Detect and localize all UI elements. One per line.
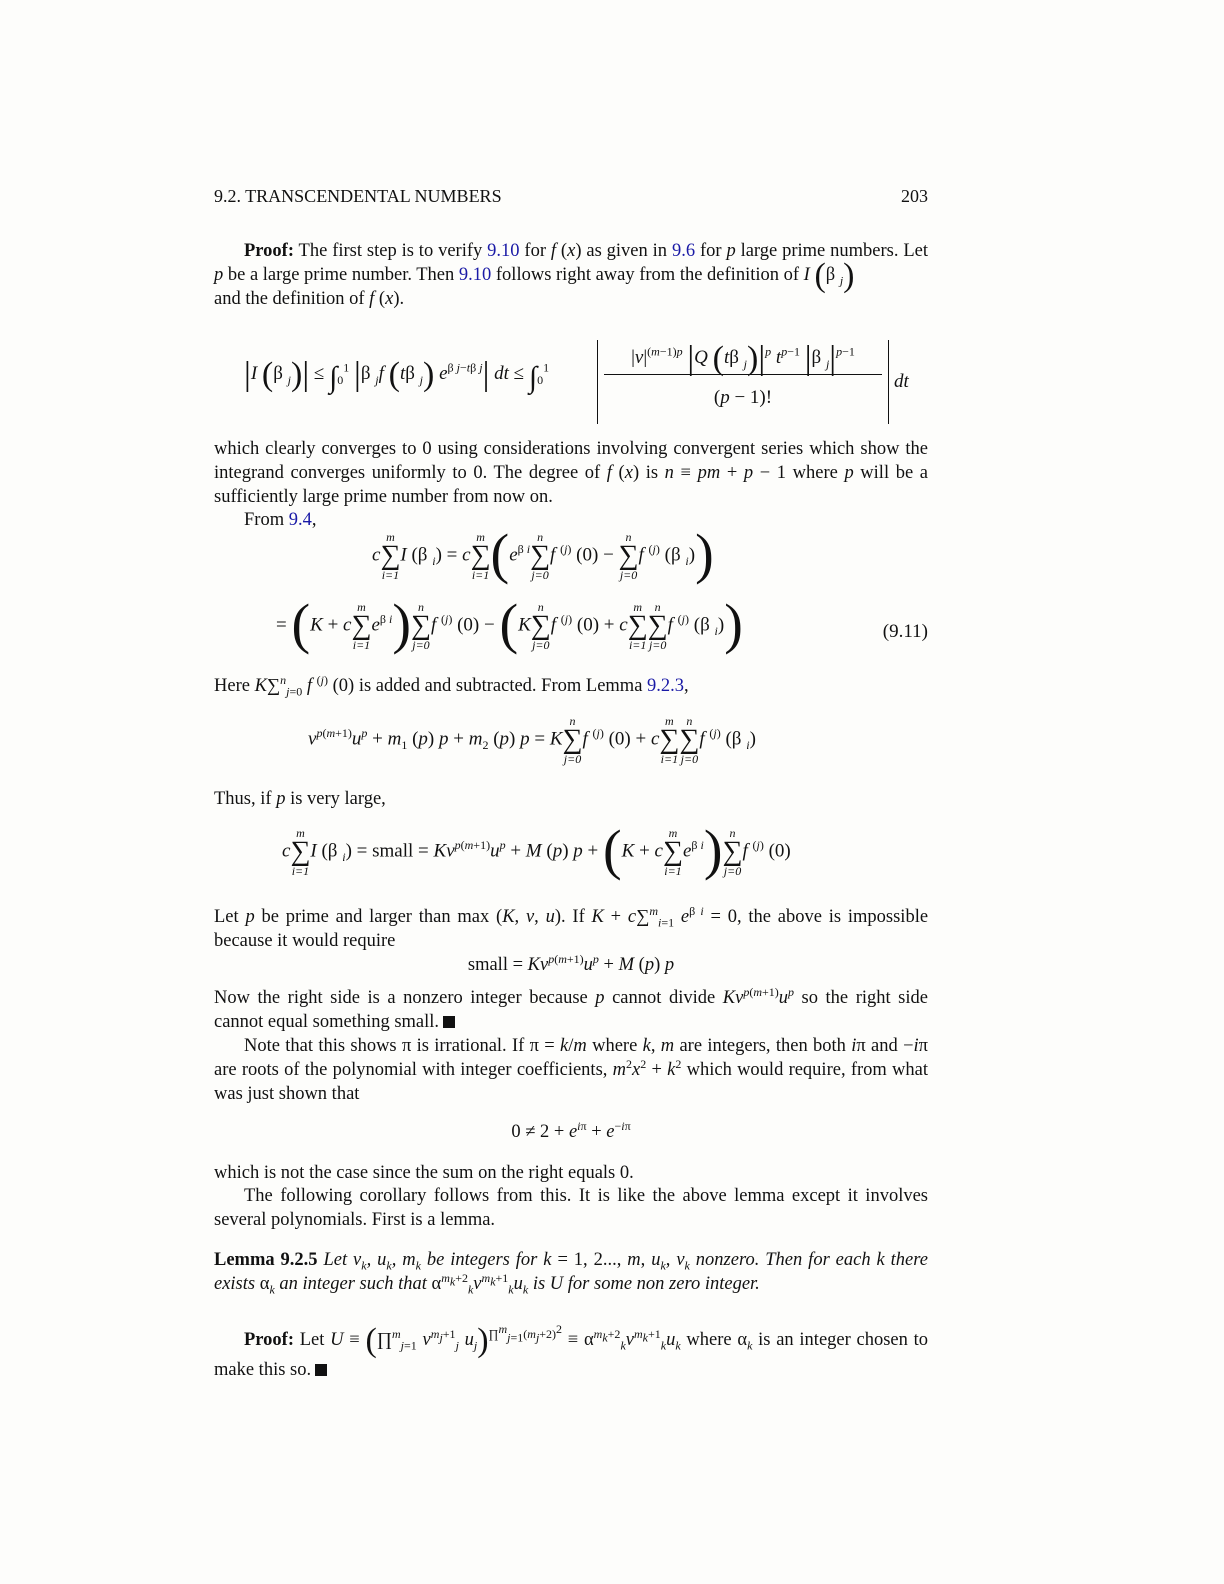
paper-page: [214, 0, 928, 1584]
corollary-paragraph: The following corollary follows from this. It is like the above lemma except it involves several polynomials. First is a lemma.: [214, 1186, 928, 1230]
convergence-paragraph: which clearly converges to 0 using considerations involving convergent series which show the integrand converges uniformly to 0. The degree of f (x) is n ≡ pm + p − 1 where p will be a sufficiently large prime number from now on.: [214, 439, 928, 507]
lemma-proof: Proof: Let U ≡ (∏$^m_{j=1}$ $v^{m_j+1}_j$ $u_j)^{\prod^m_{j=1}(m_j+2)^2} \equiv \alpha^{m_k+2}_kv^{m_k+1}_ku_k$ where $\alpha_k$ is an integer chosen to make this so.: [214, 1321, 929, 1380]
page-number: 203: [901, 186, 928, 206]
integral-inequality: |I (β $_j)| \le \int_0^1$ |β $_j$f (tβ $_j$) $e^{\beta j-t\beta j}|$ dt ≤ $\int_0^1$ $|v|^{(m-1)p}$ |Q (tβ $_j)|^p$ $t^{p-1}$ |β $_j|^{p-1}$ (p − 1)! dt: [214, 340, 928, 424]
proof-paragraph: Proof: The first step is to verify 9.10 for f (x) as given in 9.6 for p large prime numbers. Let p be a large prime number. Then 9.10 follows right away from the definition of I (β $_j$) and the definition of f (x).: [214, 241, 929, 309]
proof-label-2: Proof:: [244, 1330, 294, 1350]
lemma-equation: $v^{p(m+1)}u^p + m_1$ (p) $p + m_2$ (p) p = K n ∑ j=0 f $^{(j)}$ (0) + c m ∑ i=1 n ∑ j=0 f $^{(j)}$ (β $_i$): [308, 714, 756, 766]
equation-number: (9.11): [882, 621, 928, 642]
pi-inequality: $0 \ne 2 + e^{i\pi} + e^{-i\pi}$: [511, 1118, 631, 1142]
qed-square-2: [315, 1364, 327, 1376]
lemma-9-2-5: Lemma 9.2.5 Let $v_k$, $u_k$, $m_k$ be integers for k = 1, 2..., m, $u_k$, $v_k$ nonzero. Then for each k there exists $\alpha_k$ an integer such that $\alpha^{m_k+2}_kv^{m_k+1}_ku_k$ is U for some non zero integer.: [214, 1250, 928, 1297]
pi-irrational-paragraph: Note that this shows π is irrational. If π = k/m where k, m are integers, then both iπ and −iπ are roots of the polynomial with integer coefficients, $m^2x^2 + k^2$ which would require, from what was just shown that: [214, 1036, 928, 1104]
ref-eq-9-10-b[interactable]: 9.10: [458, 265, 492, 285]
lemma-label: Lemma 9.2.5: [214, 1250, 318, 1270]
small-requirement: small = $Kv^{p(m+1)}u^p + M$ (p) p: [467, 951, 675, 975]
sum-equation-1: c m ∑ i=1 I (β $_i$) = c m ∑ i=1 ($e^{\beta i}$ n ∑ j=0 f $^{(j)}$ (0) − n ∑ j=0 f $^{(j)}$ (β $_i$)): [372, 523, 714, 586]
here-line: Here K∑$^n_{j=0}$ f $^{(j)}$ (0) is added and subtracted. From Lemma 9.2.3,: [214, 672, 689, 699]
running-header: [214, 184, 928, 208]
thus-line: Thus, if p is very large,: [214, 789, 386, 809]
proof-label: Proof:: [244, 241, 294, 261]
equation-9-11: = (K + c m ∑ i=1 $e^{\beta i}$) n ∑ j=0 f $^{(j)}$ (0) − (K n ∑ j=0 f $^{(j)}$ (0) + c m ∑ i=1 n ∑ j=0 f $^{(j)}$ (β $_i$)) (9.11): [276, 593, 928, 656]
small-equation: c m ∑ i=1 I (β $_i$) = small = $Kv^{p(m+1)}u^p + M$ (p) p + (K + c m ∑ i=1 $e^{\beta i}$) n ∑ j=0 f $^{(j)}$ (0): [282, 819, 791, 882]
ref-eq-9-4[interactable]: 9.4: [288, 510, 312, 530]
letp-paragraph: Let p be prime and larger than max (K, v, u). If K + c∑$^m_{i=1}$ $e^{\beta i} = 0$, the above is impossible because it would require: [214, 903, 929, 951]
qed-square: [443, 1016, 455, 1028]
ref-eq-9-10[interactable]: 9.10: [487, 241, 520, 261]
ref-lemma-9-2-3[interactable]: 9.2.3: [647, 676, 685, 696]
ref-eq-9-6[interactable]: 9.6: [671, 241, 696, 261]
section-title: 9.2. TRANSCENDENTAL NUMBERS: [214, 186, 502, 206]
nonzero-paragraph: Now the right side is a nonzero integer because p cannot divide $Kv^{p(m+1)}u^p$ so the right side cannot equal something small.: [214, 984, 928, 1032]
which-line: which is not the case since the sum on the right equals 0.: [214, 1163, 634, 1183]
from-line: From 9.4,: [244, 510, 317, 530]
